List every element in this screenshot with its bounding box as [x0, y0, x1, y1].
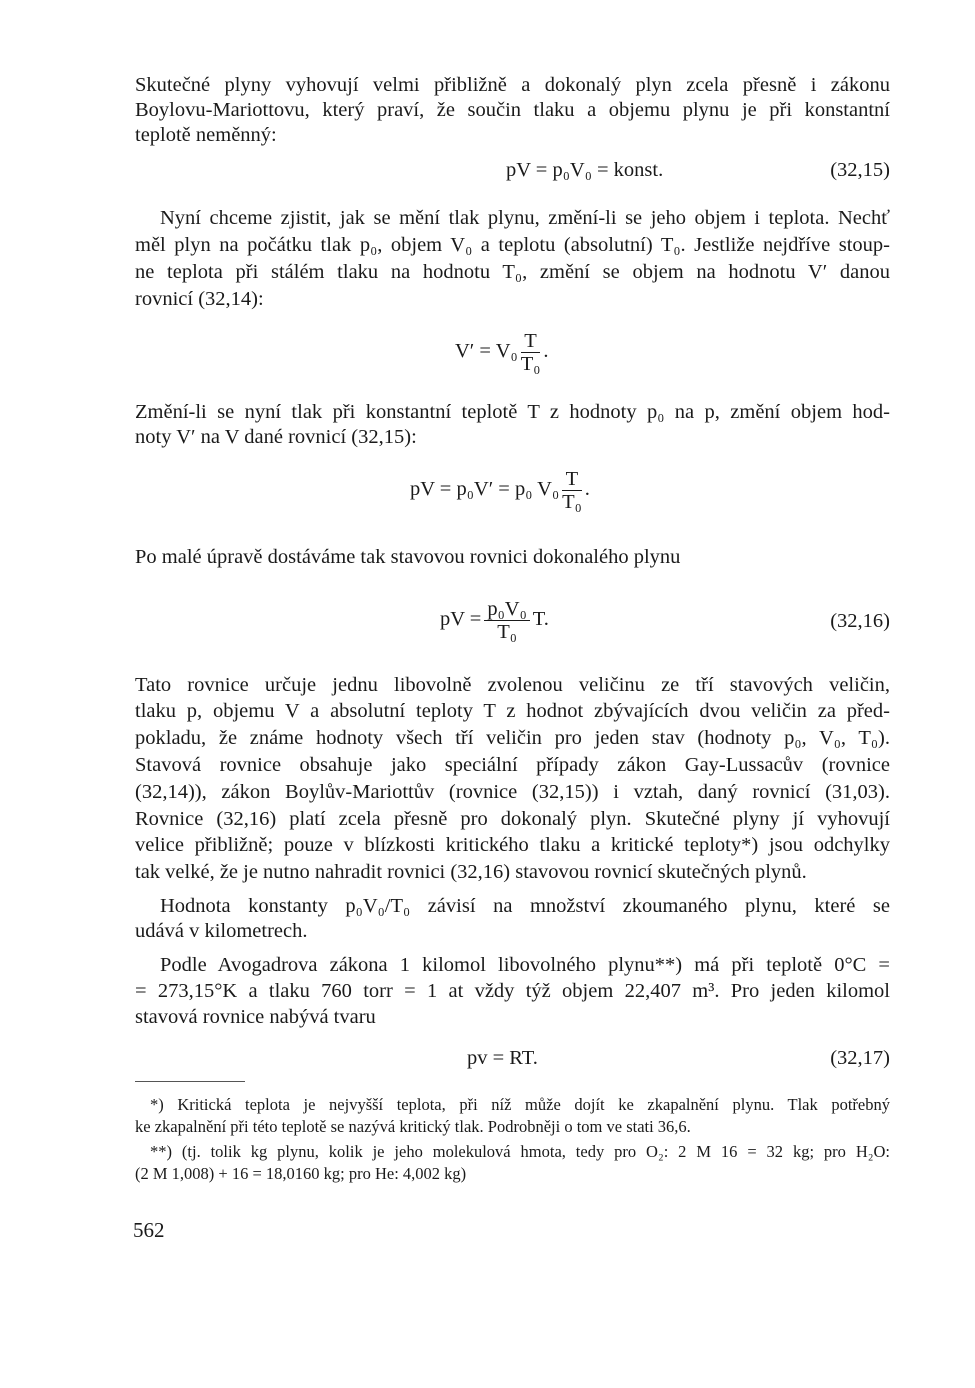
- equation-number: (32,15): [830, 159, 890, 181]
- text-line: Hodnota konstanty p₀V₀/T₀ závisí na množství zkoumaného plynu, které se: [160, 895, 890, 917]
- footnote-line: ke zkapalnění při této teplotě se nazývá kritický tlak. Podrobněji o tom ve stati 36,6.: [135, 1117, 691, 1136]
- text-line: Stavová rovnice obsahuje jako speciální případy zákon Gay-Lussacův (rovnice: [135, 754, 890, 776]
- text-line: Podle Avogadrova zákona 1 kilomol libovolného plynu**) má při teplotě 0°C =: [160, 954, 890, 976]
- text-line: Změní-li se nyní tlak při konstantní teplotě T z hodnoty p₀ na p, změní objem hod-: [135, 401, 890, 423]
- equation-left: pV = p₀V′ = p₀ V₀: [410, 478, 560, 501]
- text-line: tlaku p, objemu V a absolutní teploty T z hodnot zbývajících dvou veličin za před-: [135, 700, 890, 722]
- footnote-line: (2 M 1,008) + 16 = 18,0160 kg; pro He: 4,002 kg): [135, 1164, 467, 1183]
- numerator: p₀V₀: [484, 598, 529, 621]
- equation-number: (32,17): [830, 1047, 890, 1069]
- equation-v-prime: V′ = V₀ $\frac{T}{\text{T₀}}$ .: [455, 330, 549, 375]
- text-line: rovnicí (32,14):: [135, 288, 264, 310]
- text-line: Po malé úpravě dostáváme tak stavovou rovnici dokonalého plynu: [135, 546, 681, 568]
- text-line: noty V′ na V dané rovnicí (32,15):: [135, 426, 417, 448]
- equation-32-16: [440, 598, 549, 643]
- text-line: tak velké, že je nutno nahradit rovnici (32,16) stavovou rovnicí skutečných plynů.: [135, 861, 807, 883]
- page-number: 562: [133, 1218, 165, 1242]
- equation-number: (32,16): [830, 610, 890, 632]
- numerator: T: [521, 330, 541, 353]
- equation-32-15: pV = p₀V₀ = konst.: [506, 159, 664, 181]
- equation-32-17: pv = RT.: [467, 1047, 538, 1069]
- equation-right: T.: [532, 608, 549, 631]
- numerator: T: [562, 468, 582, 491]
- text-line: teplotě neměnný:: [135, 124, 277, 146]
- text-line: = 273,15°K a tlaku 760 torr = 1 at vždy týž objem 22,407 m³. Pro jeden kilomol: [135, 980, 890, 1002]
- denominator: T₀: [562, 491, 582, 513]
- text-line: velice přibližně; pouze v blízkosti kritického tlaku a kritické teploty*) jsou odchylky: [135, 834, 890, 856]
- text-line: stavová rovnice nabývá tvaru: [135, 1006, 376, 1028]
- text-line: Nyní chceme zjistit, jak se mění tlak plynu, změní-li se jeho objem i teplota. Nechť: [160, 207, 890, 229]
- text-line: měl plyn na počátku tlak p₀, objem V₀ a teplotu (absolutní) T₀. Jestliže nejdříve stoup-: [135, 234, 890, 256]
- text-line: ne teplota při stálém tlaku na hodnotu T₀, změní se objem na hodnotu V′ danou: [135, 261, 890, 283]
- fraction: [521, 330, 541, 375]
- footnote-line: *) Kritická teplota je nejvyšší teplota, při níž může dojít ke zkapalnění plynu. Tlak potřebný: [150, 1095, 890, 1114]
- text-line: Skutečné plyny vyhovují velmi přibližně a dokonalý plyn zcela přesně i zákonu: [135, 74, 890, 96]
- text-line: Boylovu-Mariottovu, který praví, že součin tlaku a objemu plynu je při konstantní: [135, 99, 890, 121]
- footnote-divider: [135, 1081, 245, 1082]
- text-line: pokladu, že známe hodnoty všech tří veličin pro jeden stav (hodnoty p₀, V₀, T₀).: [135, 727, 890, 749]
- equation-left: V′ = V₀: [455, 340, 518, 363]
- denominator: T₀: [497, 621, 517, 643]
- equation-pv-intermediate: pV = p₀V′ = p₀ V₀ $\frac{T}{\text{T₀}}$ .: [410, 468, 590, 513]
- footnote-line: **) (tj. tolik kg plynu, kolik je jeho molekulová hmota, tedy pro O₂: 2 M 16 = 32 kg; pro H₂O:: [150, 1142, 890, 1161]
- fraction: [562, 468, 582, 513]
- text-line: Rovnice (32,16) platí zcela přesně pro dokonalý plyn. Skutečné plyny jí vyhovují: [135, 808, 890, 830]
- equation-left: pV =: [440, 608, 482, 631]
- denominator: T₀: [520, 353, 541, 375]
- text-line: udává v kilometrech.: [135, 920, 308, 942]
- fraction: [484, 598, 529, 643]
- text-line: Tato rovnice určuje jednu libovolně zvolenou veličinu ze tří stavových veličin,: [135, 674, 890, 696]
- text-line: (32,14)), zákon Boylův-Mariottův (rovnice (32,15)) i vztah, daný rovnicí (31,03).: [135, 781, 890, 803]
